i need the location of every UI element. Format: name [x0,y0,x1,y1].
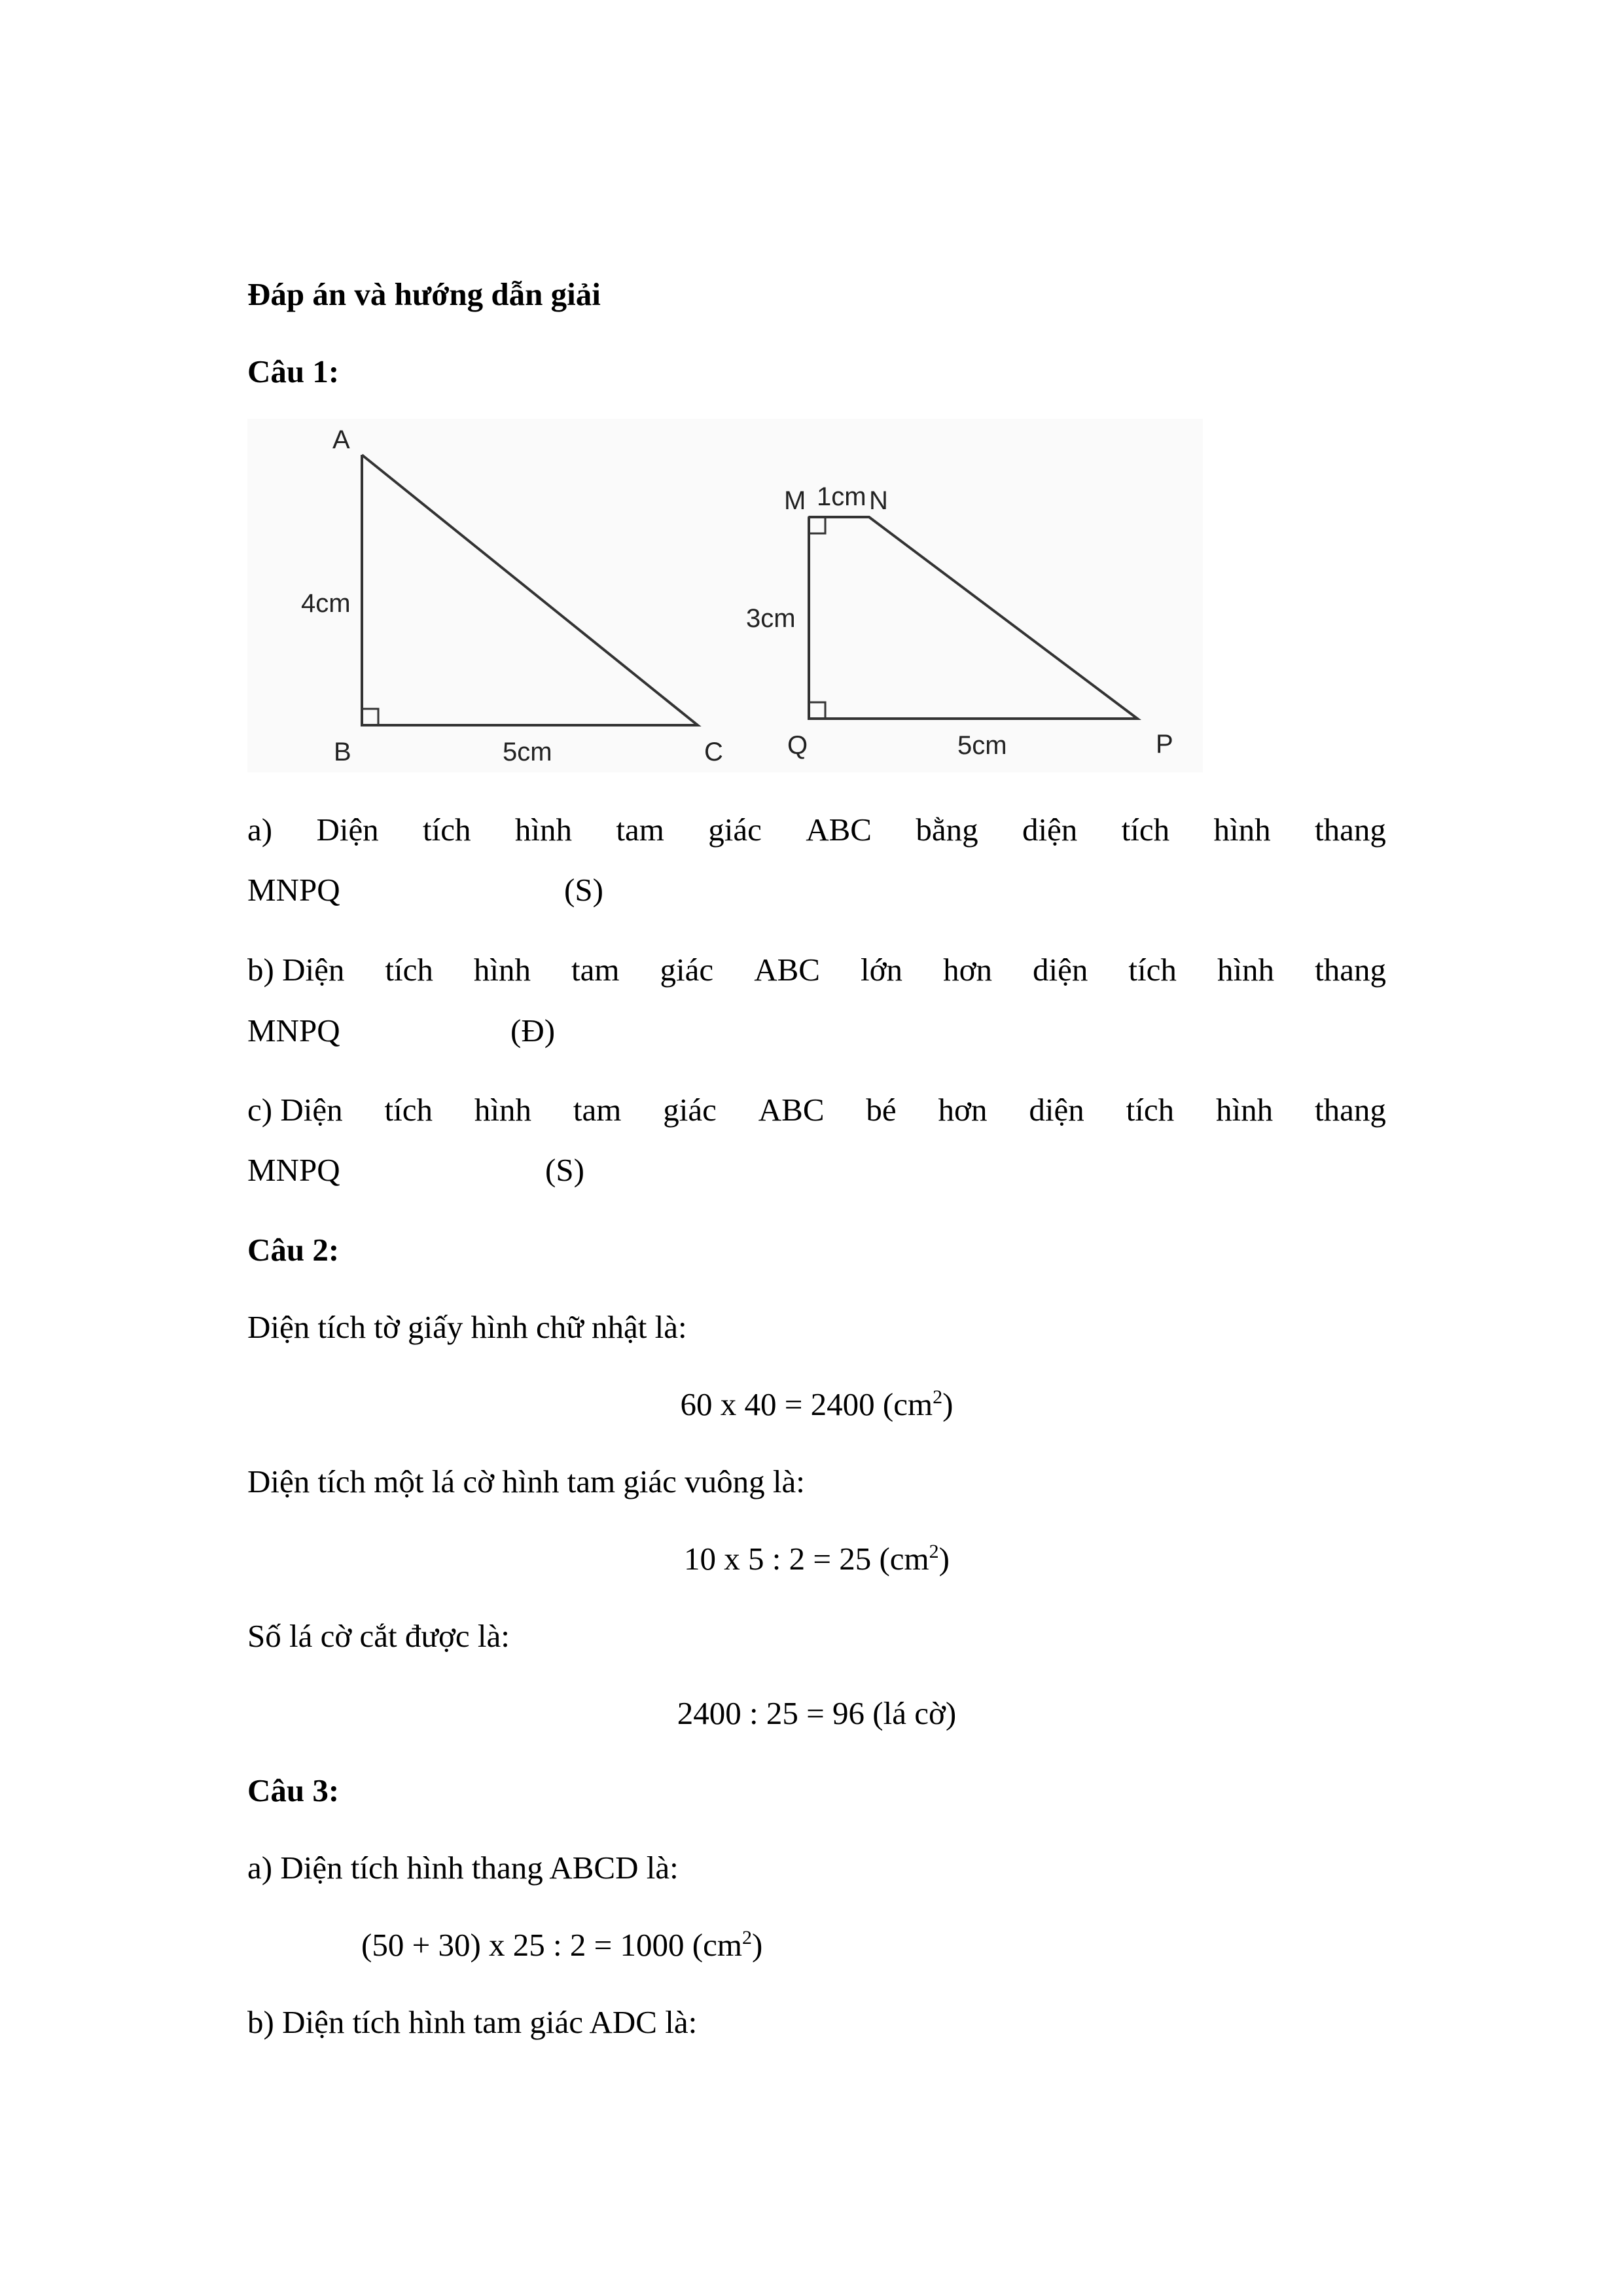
statement-b-word: ABC [754,952,820,988]
side-mq-label: 3cm [746,604,796,633]
statement-c-word: bé [866,1092,897,1128]
statement-a-line [247,810,1386,850]
statement-b-line [247,950,1386,990]
statement-c-word: ABC [758,1092,825,1128]
statement-a-word: giác [708,812,762,848]
statement-b-word: hình [1217,952,1275,988]
statement-b-word: tam [571,952,620,988]
q3-a-text: a) Diện tích hình thang ABCD là: [247,1850,679,1886]
side-ab-label: 4cm [301,589,351,618]
statement-c-word: hơn [938,1092,988,1128]
statement-b-word: tích [1128,952,1177,988]
statement-a-word: hình [1213,812,1271,848]
statement-b-word: hơn [943,952,992,988]
statement-b-word: lớn [861,952,903,988]
statement-c-word: diện [1029,1092,1084,1128]
statement-a-word: hình [514,812,573,848]
close-paren: ) [751,1927,763,1963]
statement-a-word: bằng [916,812,978,848]
q2-calc-2-text: 10 x 5 : 2 = 25 (cm [683,1541,929,1577]
vertex-q-label: Q [787,731,808,760]
vertex-c-label: C [704,738,723,766]
q2-line-2: Diện tích một lá cờ hình tam giác vuông là: [247,1463,805,1499]
statement-a-word: tích [423,812,471,848]
q2-line-1: Diện tích tờ giấy hình chữ nhật là: [247,1309,687,1345]
q2-calc-2 [247,1539,1386,1579]
statement-a-answer: (S) [564,872,603,908]
q2-line-3: Số lá cờ cắt được là: [247,1618,510,1654]
vertex-m-label: M [784,486,806,515]
statement-a-word: diện [1022,812,1078,848]
statement-c-word: hình [474,1092,531,1128]
statement-a-word: thang [1315,812,1386,848]
statement-b-word: giác [660,952,714,988]
statement-a-word: ABC [806,812,872,848]
statement-a-continuation: MNPQ [247,872,340,908]
statement-c-continuation: MNPQ [247,1152,340,1188]
statement-c-word: giác [663,1092,717,1128]
statement-c-line [247,1090,1386,1130]
side-mn-label: 1cm [817,482,866,511]
superscript: 2 [741,1927,752,1948]
close-paren: ) [938,1541,950,1577]
statement-c-word: tích [1126,1092,1175,1128]
vertex-b-label: B [334,738,351,766]
statement-a-word: Diện [316,812,379,848]
superscript: 2 [933,1386,943,1408]
statement-c-word: tam [573,1092,622,1128]
q3-a-calc [361,1926,762,1965]
statement-a-word: tích [1121,812,1170,848]
statement-b-word: diện [1033,952,1088,988]
statement-b-word: hình [473,952,531,988]
statement-c-answer: (S) [545,1152,584,1188]
statement-c-word: thang [1315,1092,1386,1128]
statement-b-word: b) Diện [247,952,345,988]
q2-calc-3: 2400 : 25 = 96 (lá cờ) [677,1695,957,1731]
statement-c-word: tích [384,1092,433,1128]
q2-calc-1 [247,1385,1386,1424]
statement-b-continuation: MNPQ [247,1013,340,1049]
q2-calc-1-text: 60 x 40 = 2400 (cm [680,1386,933,1422]
vertex-n-label: N [869,486,888,515]
statement-c-word: c) Diện [247,1092,343,1128]
superscript: 2 [929,1541,939,1562]
question-1-heading: Câu 1: [247,353,340,389]
question-3-heading: Câu 3: [247,1772,340,1808]
vertex-a-label: A [332,425,350,454]
statement-b-word: tích [385,952,433,988]
statement-b-answer: (Đ) [510,1013,556,1049]
vertex-p-label: P [1156,730,1173,759]
page-title: Đáp án và hướng dẫn giải [247,276,601,312]
statement-a-word: a) [247,812,273,848]
close-paren: ) [942,1386,954,1422]
q3-b-text: b) Diện tích hình tam giác ADC là: [247,2004,698,2040]
side-bc-label: 5cm [503,738,552,766]
statement-c-word: hình [1216,1092,1274,1128]
side-qp-label: 5cm [957,731,1007,760]
geometry-figure [247,419,1203,772]
question-2-heading: Câu 2: [247,1232,340,1268]
statement-a-word: tam [616,812,664,848]
q3-a-calc-text: (50 + 30) x 25 : 2 = 1000 (cm [361,1927,742,1963]
statement-b-word: thang [1315,952,1386,988]
